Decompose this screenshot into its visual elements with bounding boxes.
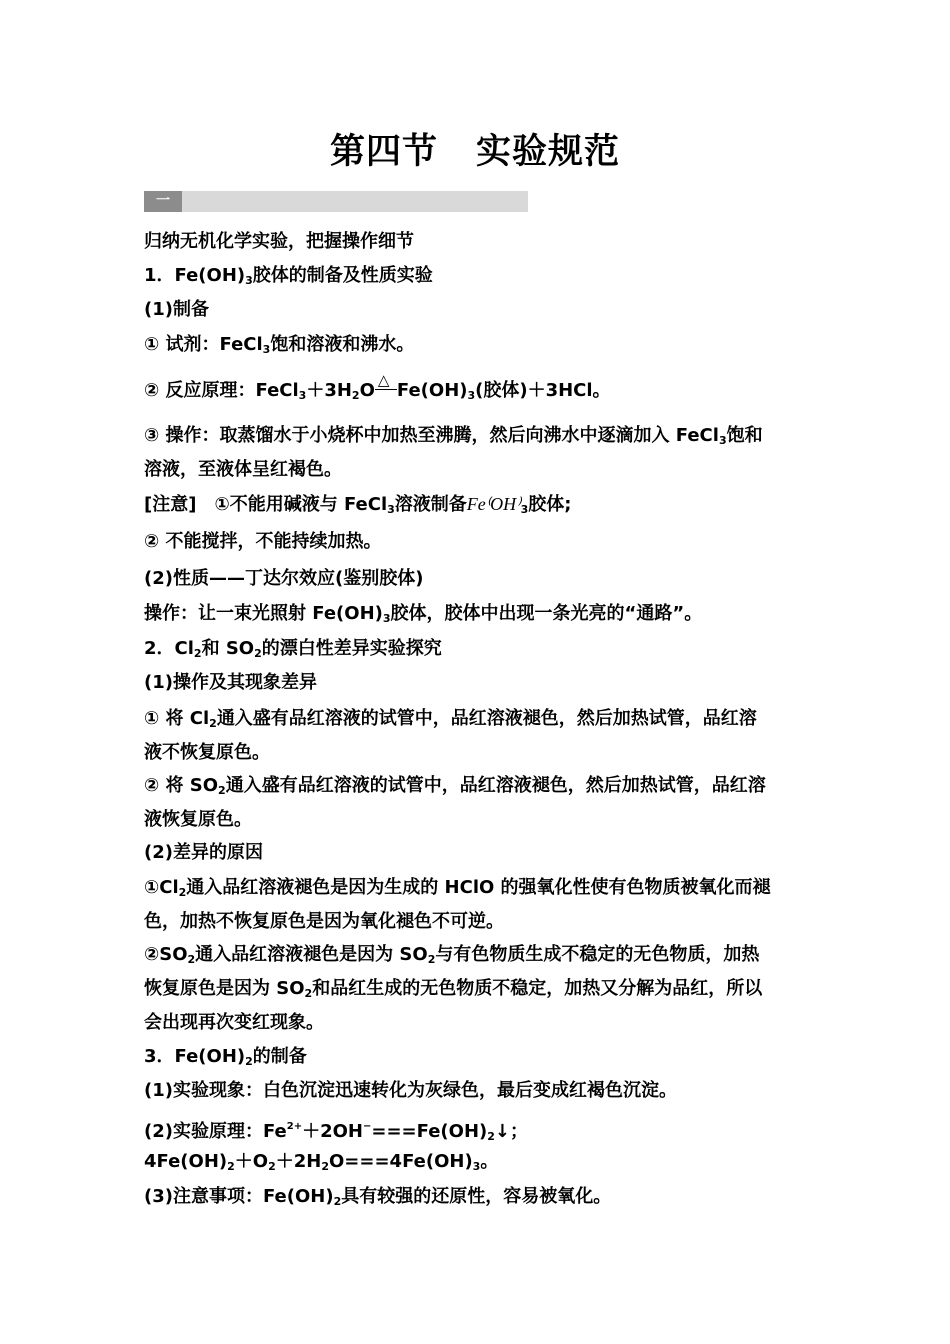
reaction-equation: ② 反应原理：$FeCl_3+3H_2O$ △ $Fe(OH)_3$(胶体)＋3HCl。	[144, 371, 611, 402]
section-heading: 归纳无机化学实验，把握操作细节	[144, 231, 414, 252]
paragraph: $②SO_2$通入品红溶液褪色是因为 $SO_2$与有色物质生成不稳定的无色物质，加热	[144, 944, 760, 966]
note: ② 不能搅拌，不能持续加热。	[144, 531, 382, 552]
subsection-heading-1: 1．$Fe(OH)_3$胶体的制备及性质实验	[144, 265, 433, 287]
page-title	[0, 124, 950, 174]
reaction-equation: $4Fe(OH)_2+O_2+2H_2O===4Fe(OH)_3$。	[144, 1151, 499, 1173]
reaction-equation: (2)实验原理：$Fe^{2+}+2OH^-===Fe(OH)_2↓$；	[144, 1121, 528, 1143]
paragraph: ③ 操作：取蒸馏水于小烧杯中加热至沸腾，然后向沸水中逐滴加入 FeCl$_3$饱和	[144, 425, 763, 447]
paragraph: 液恢复原色。	[144, 809, 252, 830]
paragraph: 色，加热不恢复原色是因为氧化褪色不可逆。	[144, 911, 504, 932]
section-banner	[144, 191, 528, 212]
title-part2: 实验规范	[476, 132, 621, 172]
paragraph: (3)注意事项：$Fe(OH)_2$具有较强的还原性，容易被氧化。	[144, 1186, 612, 1208]
subsection-heading-2: 2．$Cl_2$和 $SO_2$的漂白性差异实验探究	[144, 638, 442, 660]
paragraph: ② 将 $SO_2$通入盛有品红溶液的试管中，品红溶液褪色，然后加热试管，品红溶	[144, 775, 766, 797]
paragraph: (1)实验现象：白色沉淀迅速转化为灰绿色，最后变成红褐色沉淀。	[144, 1080, 677, 1101]
paragraph: 溶液，至液体呈红褐色。	[144, 459, 342, 480]
paragraph: ① 将 $Cl_2$通入盛有品红溶液的试管中，品红溶液褪色，然后加热试管，品红溶	[144, 708, 757, 730]
paragraph: $①Cl_2$通入品红溶液褪色是因为生成的 HClO 的强氧化性使有色物质被氧化而褪	[144, 877, 771, 899]
paragraph: ① 试剂：FeCl$_3$饱和溶液和沸水。	[144, 334, 415, 356]
paragraph: 液不恢复原色。	[144, 742, 270, 763]
paragraph: 会出现再次变红现象。	[144, 1012, 324, 1033]
paragraph: (1)操作及其现象差异	[144, 672, 317, 693]
paragraph: 恢复原色是因为 $SO_2$和品红生成的无色物质不稳定，加热又分解为品红，所以	[144, 978, 763, 1000]
title-part1: 第四节	[329, 132, 438, 172]
paragraph: 操作：让一束光照射 $Fe(OH)_3$胶体，胶体中出现一条光亮的“通路”。	[144, 603, 703, 625]
paragraph: (2)性质——丁达尔效应(鉴别胶体)	[144, 568, 424, 589]
heat-condition-symbol: △	[375, 378, 397, 398]
paragraph: (2)差异的原因	[144, 842, 263, 863]
section-number: 一	[144, 191, 182, 212]
subsection-heading-3: 3．$Fe(OH)_2$的制备	[144, 1046, 307, 1068]
note: [注意] ①不能用碱液与 FeCl$_3$溶液制备$Fe^(OH^)_3$胶体;	[144, 494, 572, 516]
paragraph: (1)制备	[144, 299, 209, 320]
